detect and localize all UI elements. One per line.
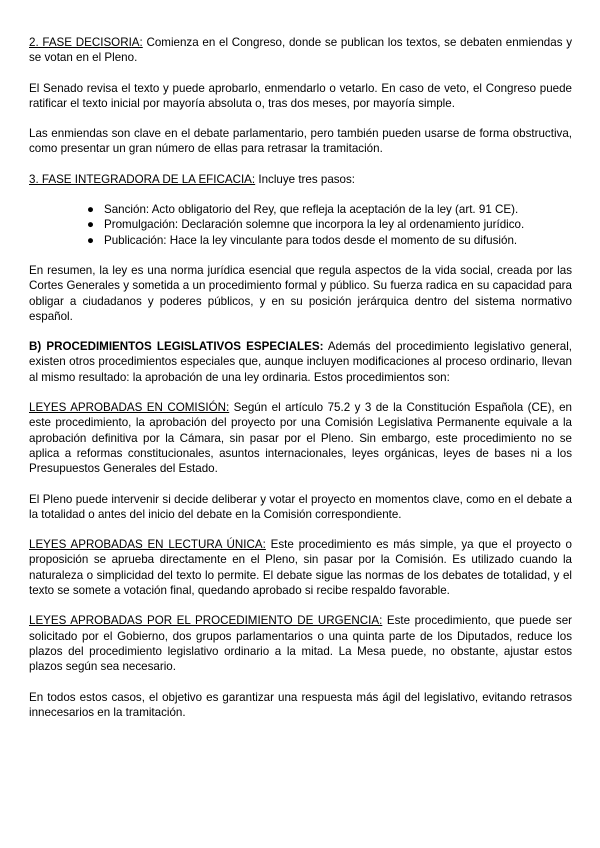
text-lectura-unica: Este procedimiento es más simple, ya que el proyecto o proposición se aprueba directamente en el Pleno, sin pasar por la Comisión. Es utilizado cuando la naturaleza o simplicidad del texto lo permite. El debate sigue las normas de los debates de totalidad, y el texto se somete a votación final, quedando aprobado si recibe respaldo favorable. bbox=[29, 538, 572, 598]
heading-fase-decisoria: 2. FASE DECISORIA: bbox=[29, 36, 143, 49]
paragraph-fase-decisoria bbox=[29, 35, 572, 66]
text-fase-decisoria: Comienza en el Congreso, donde se publican los textos, se debaten enmiendas y se votan en el Pleno. bbox=[29, 36, 573, 65]
paragraph-conclusion: En todos estos casos, el objetivo es garantizar una respuesta más ágil del legislativo, evitando retrasos innecesarios en la tramitación. bbox=[29, 690, 572, 719]
heading-lectura-unica: LEYES APROBADAS EN LECTURA ÚNICA: bbox=[29, 538, 266, 552]
text-comision: Según el artículo 75.2 y 3 de la Constitución Española (CE), en este procedimiento, la aprobación del proyecto por una Comisión Legislativa Permanente equivale a la aprobación definitiva por la Cámara, sin pasar por el Pleno. Sin embargo, este procedimiento no se aplica a reformas constitucionales, asuntos internacionales, leyes orgánicas, leyes de bases ni a los Presupuestos Generales del Estado. bbox=[29, 401, 572, 476]
bullet-icon: ● bbox=[87, 203, 95, 217]
paragraph-especiales bbox=[29, 339, 572, 385]
bullet-icon: ● bbox=[87, 218, 95, 232]
paragraph-pleno: El Pleno puede intervenir si decide deliberar y votar el proyecto en momentos clave, como en el debate a la totalidad o antes del inicio del debate en la Comisión correspondiente. bbox=[29, 492, 572, 521]
list-item bbox=[87, 202, 572, 217]
list-item bbox=[87, 217, 572, 232]
paragraph-lectura-unica bbox=[29, 537, 572, 598]
heading-comision: LEYES APROBADAS EN COMISIÓN: bbox=[29, 401, 230, 415]
heading-especiales: B) PROCEDIMIENTOS LEGISLATIVOS ESPECIALES: bbox=[29, 340, 324, 354]
text-urgencia: Este procedimiento, que puede ser solicitado por el Gobierno, dos grupos parlamentarios o una quinta parte de los Diputados, reduce los plazos del procedimiento legislativo ordinario a la mitad. La Mesa puede, no obstante, ajustar estos plazos según sea necesario. bbox=[29, 614, 572, 674]
paragraph-enmiendas: Las enmiendas son clave en el debate parlamentario, pero también pueden usarse de forma obstructiva, como presentar un gran número de ellas para retrasar la tramitación. bbox=[29, 127, 572, 156]
list-item bbox=[87, 233, 572, 248]
paragraph-fase-integradora bbox=[29, 172, 572, 187]
paragraph-senado: El Senado revisa el texto y puede aprobarlo, enmendarlo o vetarlo. En caso de veto, el Congreso puede ratificar el texto inicial por mayoría absoluta o, tras dos meses, por mayoría simple. bbox=[29, 81, 572, 110]
paragraph-resumen: En resumen, la ley es una norma jurídica esencial que regula aspectos de la vida social, creada por las Cortes Generales y sometida a un procedimiento formal y público. Su fuerza radica en su capacidad para obligar a ciudadanos y poderes públicos, y en su posición jerárquica dentro del sistema normativo español. bbox=[29, 263, 572, 323]
text-fase-integradora: Incluye tres pasos: bbox=[255, 172, 356, 186]
list-item-text: Sanción: Acto obligatorio del Rey, que refleja la aceptación de la ley (art. 91 CE). bbox=[104, 203, 519, 217]
paragraph-comision bbox=[29, 400, 572, 476]
list-item-text: Publicación: Hace la ley vinculante para todos desde el momento de su difusión. bbox=[104, 233, 518, 247]
list-item-text: Promulgación: Declaración solemne que incorpora la ley al ordenamiento jurídico. bbox=[104, 218, 525, 232]
heading-fase-integradora: 3. FASE INTEGRADORA DE LA EFICACIA: bbox=[29, 172, 256, 186]
bullet-icon: ● bbox=[87, 233, 95, 247]
text-especiales: Además del procedimiento legislativo general, existen otros procedimientos especiales que, aunque incluyen modificaciones al proceso ordinario, llevan al mismo resultado: la aprobación de una ley ordinaria. Estos procedimientos son: bbox=[29, 340, 572, 384]
heading-urgencia: LEYES APROBADAS POR EL PROCEDIMIENTO DE URGENCIA: bbox=[29, 614, 383, 628]
document-body bbox=[29, 35, 572, 735]
paragraph-urgencia bbox=[29, 613, 572, 674]
list-pasos bbox=[29, 202, 572, 248]
